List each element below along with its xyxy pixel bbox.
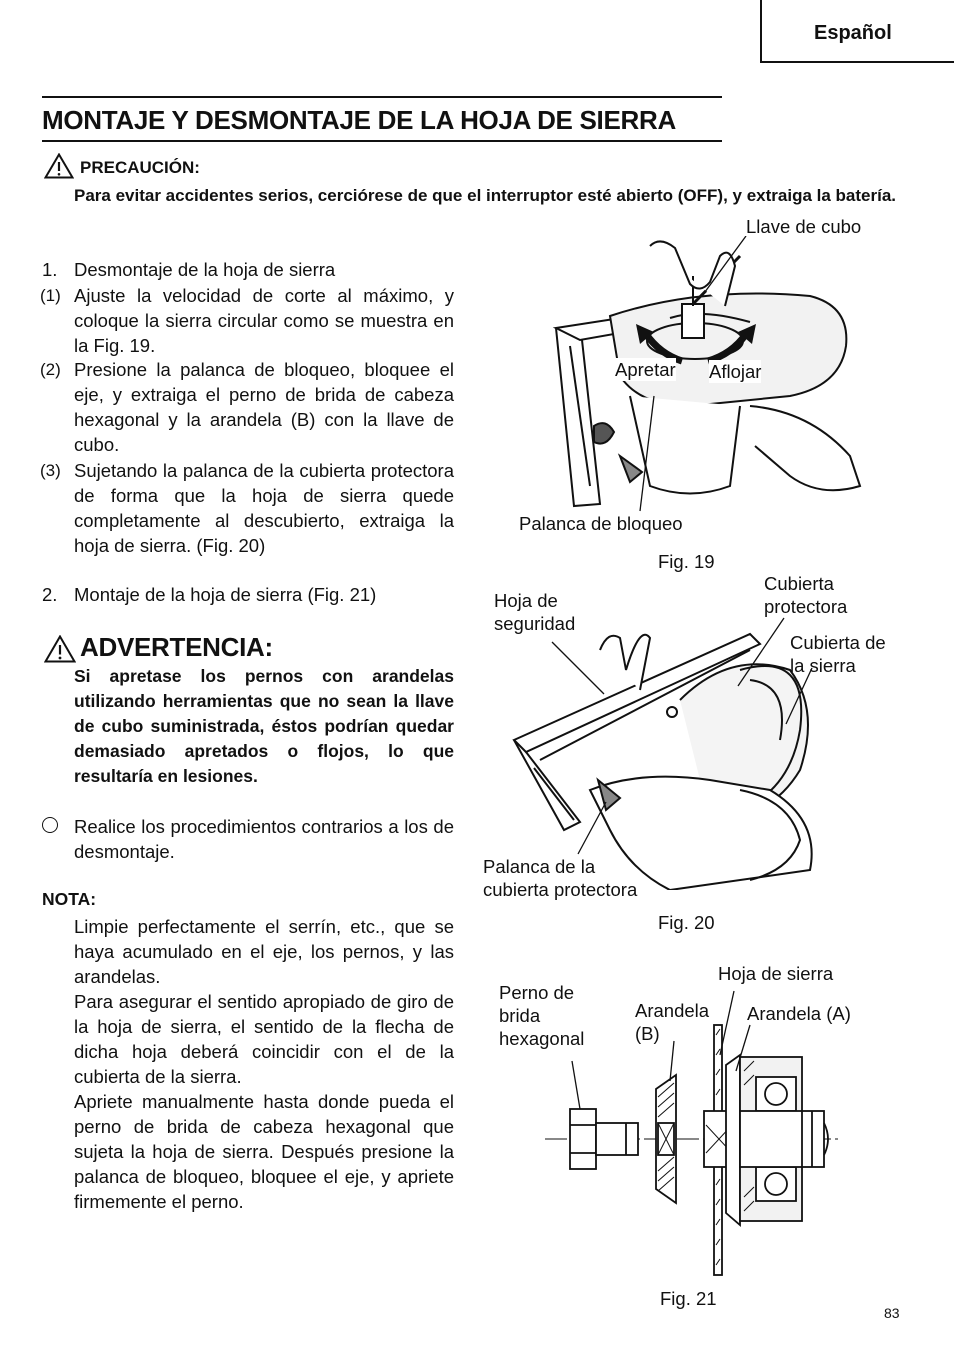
fig20-label-guard-lever: Palanca de la bbox=[483, 856, 596, 877]
fig19-caption: Fig. 19 bbox=[658, 551, 715, 572]
step-text: Ajuste la velocidad de corte al máximo, y coloque la sierra circular como se muestra en la Fig. 19. bbox=[74, 285, 454, 356]
step-text: Presione la palanca de bloqueo, bloquee el eje, y extraiga el perno de brida de cabeza hexagonal y la arandela (B) con la llave de cubo. bbox=[74, 359, 454, 455]
caution-body: Para evitar accidentes serios, cerciórese de que el interruptor esté abierto (OFF), y extraiga la batería. bbox=[74, 186, 897, 205]
fig21-illustration bbox=[540, 985, 850, 1285]
circle-bullet-icon bbox=[42, 817, 58, 833]
note-heading: NOTA: bbox=[42, 889, 97, 909]
caution-warning-icon bbox=[44, 153, 74, 179]
note-paragraph: Limpie perfectamente el serrín, etc., que se haya acumulado en el eje, los pernos, y las arandelas. bbox=[74, 916, 454, 987]
fig21-caption: Fig. 21 bbox=[660, 1288, 717, 1309]
section-title: MONTAJE Y DESMONTAJE DE LA HOJA DE SIERRA bbox=[42, 105, 676, 135]
mounting-number: 2. bbox=[42, 584, 58, 605]
fig20-label-guard: Cubierta bbox=[764, 573, 834, 594]
fig20-label-saw-cover: Cubierta de bbox=[790, 632, 886, 653]
fig21-label-washer-b: (B) bbox=[635, 1023, 660, 1044]
step-number: (2) bbox=[40, 360, 61, 379]
note-paragraph: Apriete manualmente hasta donde pueda el perno de brida de cabeza hexagonal que sujeta la hoja de sierra. Después presione la palanca de bloqueo, bloquee el eje, y apriete firmemente el perno. bbox=[74, 1091, 454, 1212]
fig21-label-washer-a: Arandela (A) bbox=[747, 1003, 851, 1024]
fig19-label-loosen: Aflojar bbox=[709, 361, 762, 382]
fig19-label-tighten: Apretar bbox=[615, 359, 676, 380]
fig20-label-saw-cover: la sierra bbox=[790, 655, 856, 676]
warning-heading: ADVERTENCIA: bbox=[80, 632, 273, 662]
warning-body: Si apretase los pernos con arandelas utilizando herramientas que no sean la llave de cubo suministrada, éstos podrían quedar demasiado apretados o flojos, lo que resultaría en lesiones. bbox=[74, 666, 454, 786]
step-number: (3) bbox=[40, 461, 61, 480]
fig20-label-safety-blade: seguridad bbox=[494, 613, 576, 634]
mounting-title: Montaje de la hoja de sierra (Fig. 21) bbox=[74, 584, 377, 605]
fig21-label-saw-blade: Hoja de sierra bbox=[718, 963, 834, 984]
fig20-label-guard-lever: cubierta protectora bbox=[483, 879, 638, 900]
fig21-label-washer-b: Arandela bbox=[635, 1000, 710, 1021]
fig20-label-safety-blade: Hoja de bbox=[494, 590, 558, 611]
language-label: Español bbox=[814, 22, 892, 44]
step-number: (1) bbox=[40, 286, 61, 305]
caution-heading: PRECAUCIÓN: bbox=[80, 158, 200, 177]
section-heading bbox=[42, 96, 722, 142]
fig21-label-bolt: brida bbox=[499, 1005, 541, 1026]
bullet-text: Realice los procedimientos contrarios a los de desmontaje. bbox=[74, 816, 454, 862]
fig21-label-bolt: hexagonal bbox=[499, 1028, 585, 1049]
language-tab bbox=[760, 0, 954, 63]
fig20-label-guard: protectora bbox=[764, 596, 848, 617]
fig19-label-lock-lever: Palanca de bloqueo bbox=[519, 513, 683, 534]
fig21-label-bolt: Perno de bbox=[499, 982, 575, 1003]
removal-title: Desmontaje de la hoja de sierra bbox=[74, 259, 336, 280]
fig19-label-wrench: Llave de cubo bbox=[746, 216, 862, 237]
step-text: Sujetando la palanca de la cubierta protectora de forma que la hoja de sierra quede completamente al descubierto, extraiga la hoja de sierra. (Fig. 20) bbox=[74, 460, 454, 556]
fig20-caption: Fig. 20 bbox=[658, 912, 715, 933]
warning-icon bbox=[44, 635, 76, 663]
note-paragraph: Para asegurar el sentido apropiado de giro de la hoja de sierra, el sentido de la flecha de dicha hoja deberá coincidir con el de la cubierta de la sierra. bbox=[74, 991, 454, 1087]
removal-number: 1. bbox=[42, 259, 58, 280]
page-number: 83 bbox=[884, 1305, 900, 1321]
